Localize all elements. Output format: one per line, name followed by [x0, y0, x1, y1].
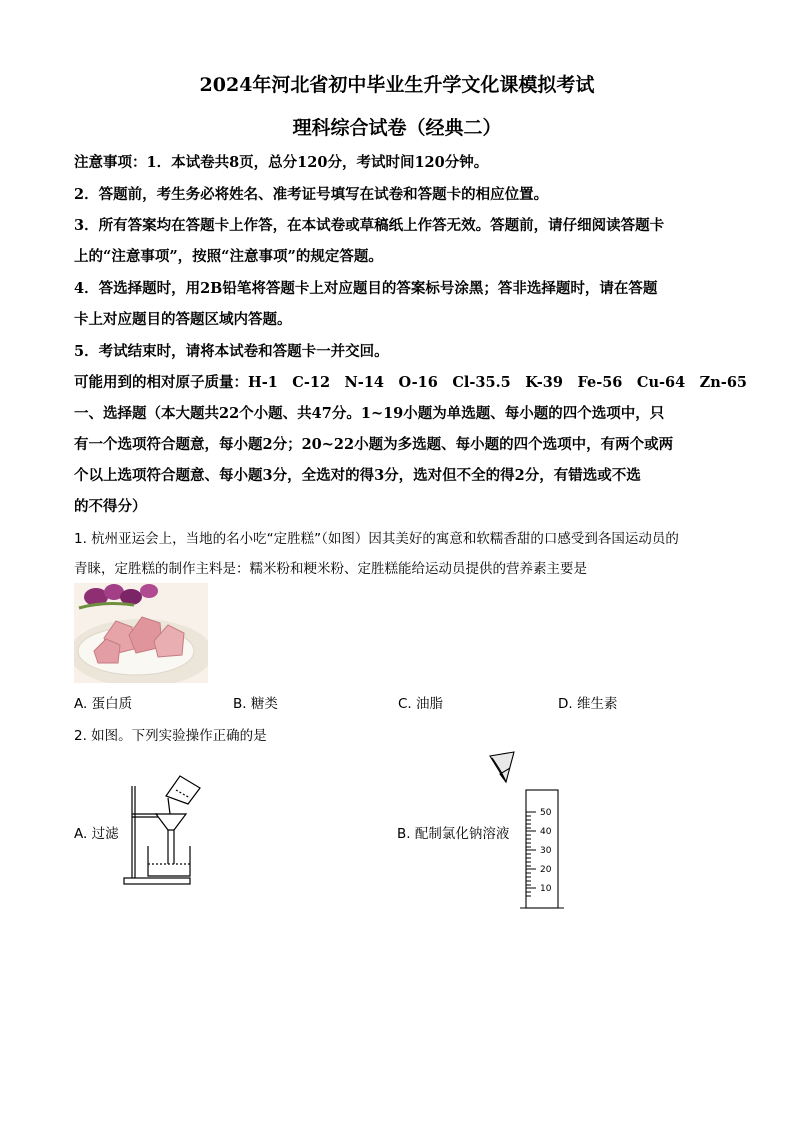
exam-title: 2024年河北省初中毕业生升学文化课模拟考试 — [199, 74, 595, 96]
cylinder-tick-20: 20 — [540, 865, 552, 875]
q1-option-a[interactable]: A. 蛋白质 — [74, 696, 133, 712]
dingshenggao-photo — [74, 583, 208, 683]
q1-stem-line-2: 青睐，定胜糕的制作主料是：糯米粉和粳米粉、定胜糕能给运动员提供的营养素主要是 — [74, 561, 587, 577]
atomic-masses: 可能用到的相对原子质量：H-1 C-12 N-14 O-16 Cl-35.5 K-39 Fe-56 Cu-64 Zn-65 — [74, 374, 748, 391]
q1-option-c[interactable]: C. 油脂 — [398, 696, 444, 712]
cylinder-tick-10: 10 — [540, 884, 552, 894]
q2-stem: 2. 如图。下列实验操作正确的是 — [74, 728, 267, 744]
q1-stem-line-1: 1. 杭州亚运会上，当地的名小吃“定胜糕”（如图）因其美好的寓意和软糯香甜的口感受到各国运动员的 — [74, 531, 679, 547]
notes-line-3: 3．所有答案均在答题卡上作答，在本试卷或草稿纸上作答无效。答题前，请仔细阅读答题卡 — [74, 217, 665, 234]
q2-option-b[interactable]: B. 配制氯化钠溶液 — [397, 826, 510, 842]
notes-line-4: 上的“注意事项”，按照“注意事项”的规定答题。 — [74, 248, 383, 265]
filtration-apparatus-diagram — [118, 768, 213, 888]
cylinder-tick-40: 40 — [540, 827, 552, 837]
section1-line-4: 的不得分） — [74, 498, 147, 515]
exam-subtitle: 理科综合试卷（经典二） — [292, 117, 502, 139]
q2-option-a[interactable]: A. 过滤 — [74, 826, 119, 842]
cylinder-tick-30: 30 — [540, 846, 552, 856]
notes-line-5: 4．答选择题时，用2B铅笔将答题卡上对应题目的答案标号涂黑；答非选择题时，请在答题 — [74, 280, 658, 297]
graduated-cylinder-diagram — [484, 748, 574, 914]
notes-line-7: 5．考试结束时，请将本试卷和答题卡一并交回。 — [74, 343, 389, 360]
notes-line-6: 卡上对应题目的答题区域内答题。 — [74, 311, 292, 328]
cylinder-tick-50: 50 — [540, 808, 552, 818]
section1-line-2: 有一个选项符合题意，每小题2分；20~22小题为多选题、每小题的四个选项中，有两个或两 — [74, 436, 674, 453]
notes-line-2: 2．答题前，考生务必将姓名、准考证号填写在试卷和答题卡的相应位置。 — [74, 186, 549, 203]
section1-line-1: 一、选择题（本大题共22个小题、共47分。1~19小题为单选题、每小题的四个选项中，只 — [74, 405, 665, 422]
q1-option-b[interactable]: B. 糖类 — [233, 696, 278, 712]
notes-line-1: 注意事项：1．本试卷共8页，总分120分，考试时间120分钟。 — [74, 154, 489, 171]
section1-line-3: 个以上选项符合题意、每小题3分，全选对的得3分，选对但不全的得2分，有错选或不选 — [74, 467, 641, 484]
q1-option-d[interactable]: D. 维生素 — [558, 696, 618, 712]
